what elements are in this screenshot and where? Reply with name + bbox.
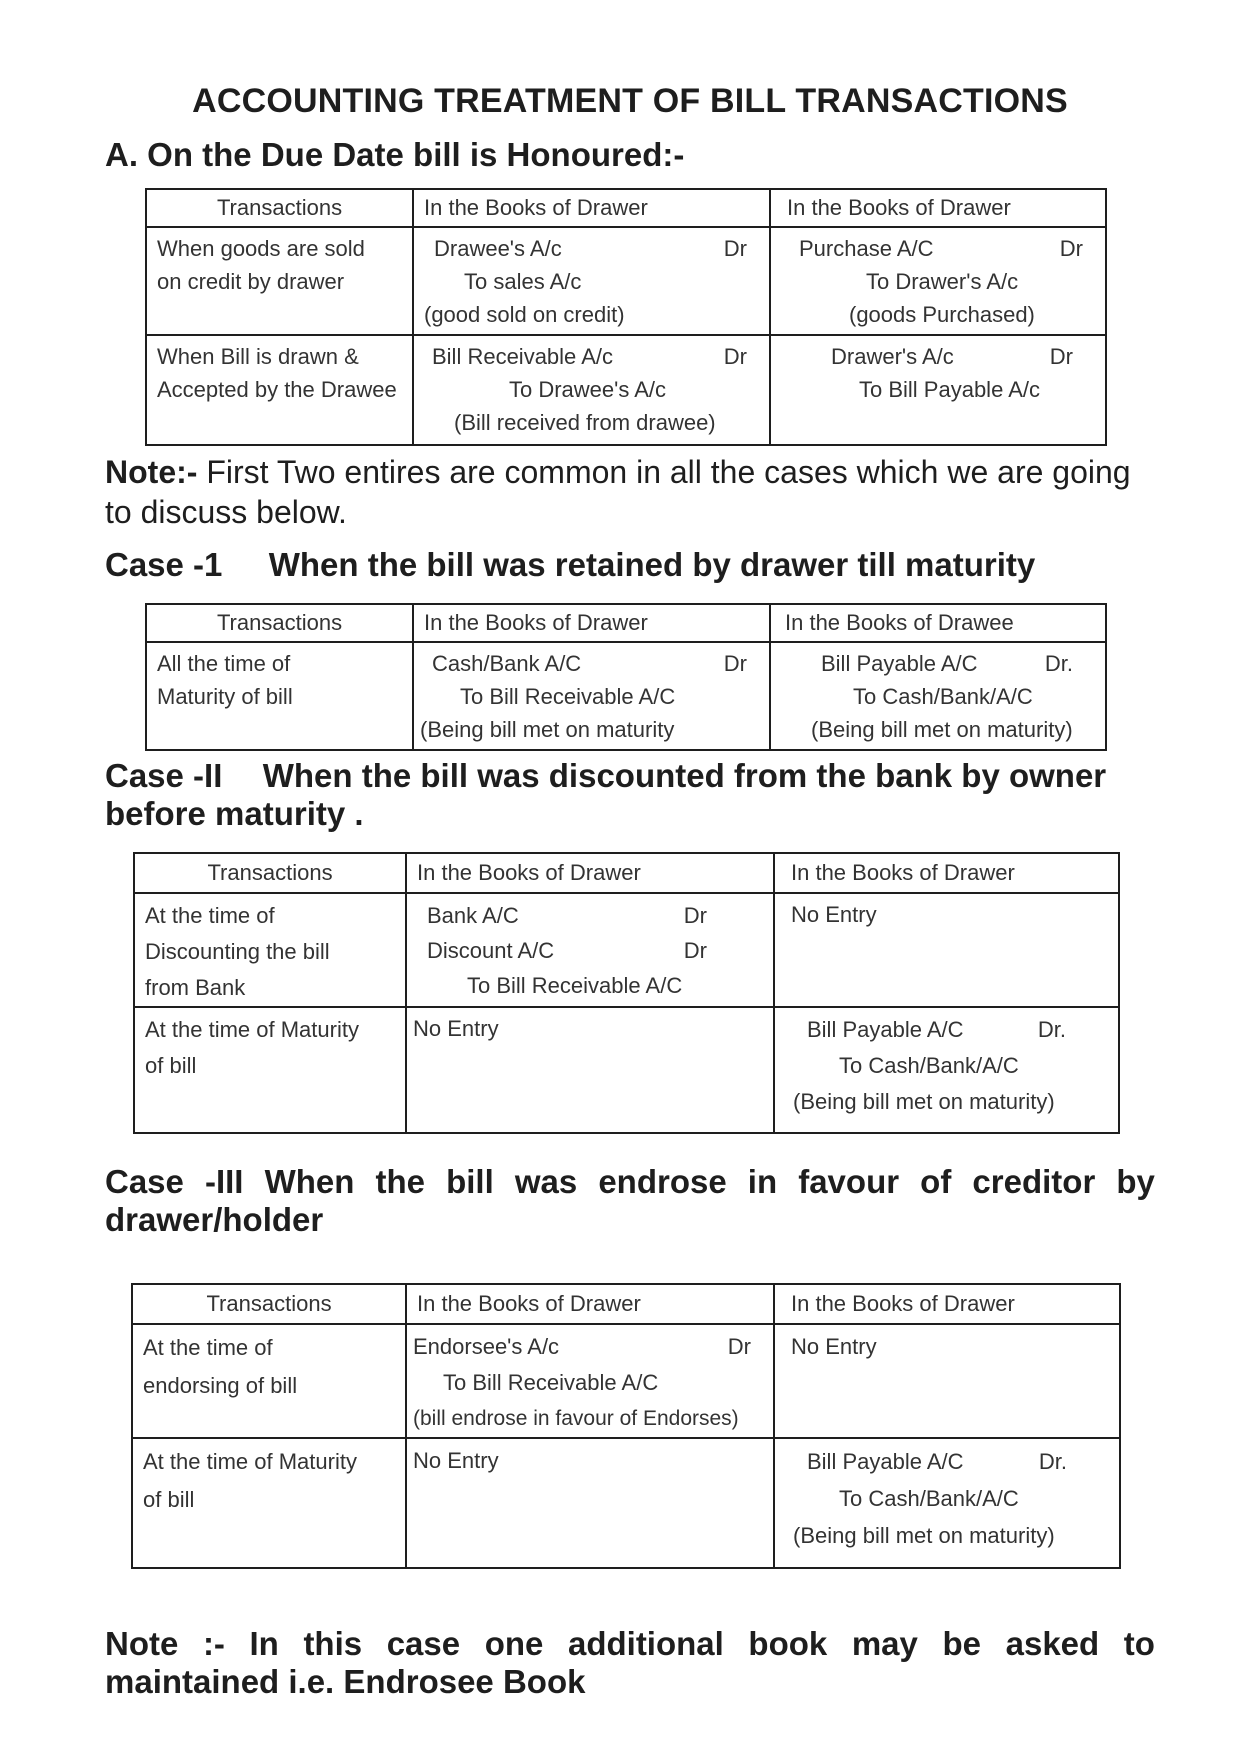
narration: (Being bill met on maturity) bbox=[811, 717, 1073, 742]
header-drawee: In the Books of Drawee bbox=[770, 604, 1106, 642]
case3-title-word: by bbox=[1116, 1163, 1155, 1200]
note2-word: In bbox=[249, 1625, 279, 1662]
note2-word: one bbox=[484, 1625, 544, 1662]
case2-title-line1: When the bill was discounted from the bank by owner bbox=[262, 757, 1107, 794]
case2-label: Case -II bbox=[105, 757, 223, 794]
case3-title-word: creditor bbox=[972, 1163, 1096, 1200]
case3-title-word: in bbox=[747, 1163, 778, 1200]
note2-line2: maintained i.e. Endrosee Book bbox=[105, 1663, 586, 1700]
header-drawer: In the Books of Drawer bbox=[413, 604, 770, 642]
header-drawer: In the Books of Drawer bbox=[406, 853, 774, 893]
case2-table bbox=[133, 852, 1120, 1134]
case3-title-word: endrose bbox=[598, 1163, 727, 1200]
note2-word: book bbox=[748, 1625, 828, 1662]
header-drawer-2: In the Books of Drawer bbox=[774, 853, 1119, 893]
header-transactions: Transactions bbox=[146, 604, 413, 642]
header-drawer: In the Books of Drawer bbox=[413, 189, 770, 227]
drawer-entry-cell bbox=[406, 893, 774, 1007]
section-a-heading: A. On the Due Date bill is Honoured:- bbox=[105, 136, 685, 173]
case1-label: Case -1 bbox=[105, 546, 223, 583]
drawer-entry-cell bbox=[406, 1438, 774, 1568]
header-transactions: Transactions bbox=[134, 853, 406, 893]
header-transactions: Transactions bbox=[146, 189, 413, 227]
debit-account: Bill Payable A/C bbox=[807, 1449, 964, 1474]
header-transactions: Transactions bbox=[132, 1284, 406, 1324]
credit-account: To Drawer's A/c bbox=[866, 269, 1019, 294]
case3-title-word: When bbox=[264, 1163, 355, 1200]
credit-account: To Bill Receivable A/C bbox=[460, 684, 676, 709]
debit-account: Drawer's A/c bbox=[831, 344, 954, 369]
drawer-entry-cell bbox=[406, 1007, 774, 1133]
transaction-cell: When goods are sold on credit by drawer bbox=[146, 227, 413, 335]
transaction-cell: At the time of endorsing of bill bbox=[132, 1324, 406, 1438]
case3-title-word: of bbox=[920, 1163, 952, 1200]
drawee-entry-cell bbox=[770, 642, 1106, 750]
debit-account: Bill Payable A/C bbox=[821, 651, 978, 676]
debit-account: Drawee's A/c bbox=[434, 236, 562, 261]
transaction-cell: At the time of Discounting the bill from Bank bbox=[134, 893, 406, 1007]
table-row bbox=[132, 1324, 1120, 1438]
note2-word: may bbox=[851, 1625, 918, 1662]
credit-account: To sales A/c bbox=[464, 269, 582, 294]
transaction-cell: All the time of Maturity of bill bbox=[146, 642, 413, 750]
note-common-entries: Note:- First Two entires are common in all the cases which we are going to discuss below. bbox=[105, 454, 1131, 530]
header-drawer-2: In the Books of Drawer bbox=[770, 189, 1106, 227]
drawer-entry-cell bbox=[413, 642, 770, 750]
drawee-entry-cell bbox=[770, 227, 1106, 335]
case3-title-word: the bbox=[375, 1163, 425, 1200]
case3-table bbox=[131, 1283, 1121, 1569]
note2-word: :- bbox=[202, 1625, 225, 1662]
debit-account: Bill Receivable A/c bbox=[432, 344, 613, 369]
table-row bbox=[134, 893, 1119, 1007]
credit-account: To Cash/Bank/A/C bbox=[853, 684, 1033, 709]
dr-label: Dr bbox=[723, 344, 747, 369]
table-header-row bbox=[146, 189, 1106, 227]
table-header-row bbox=[134, 853, 1119, 893]
credit-account: To Bill Payable A/c bbox=[859, 377, 1040, 402]
note2-line1 bbox=[105, 1625, 1155, 1663]
case2-heading bbox=[105, 757, 1165, 833]
page-title: ACCOUNTING TREATMENT OF BILL TRANSACTIONS bbox=[192, 82, 1068, 120]
note2-word: additional bbox=[567, 1625, 724, 1662]
dr-label: Dr bbox=[1059, 236, 1083, 261]
case2-title-line2: before maturity . bbox=[105, 795, 364, 832]
case3-heading bbox=[105, 1163, 1155, 1239]
narration: (Being bill met on maturity) bbox=[793, 1523, 1055, 1548]
drawee-entry-cell bbox=[774, 1324, 1120, 1438]
dr-label: Dr. bbox=[1044, 651, 1073, 676]
dr-label: Dr bbox=[683, 938, 707, 963]
case3-title-line2: drawer/holder bbox=[105, 1201, 324, 1238]
debit-account: Purchase A/C bbox=[799, 236, 934, 261]
table-header-row bbox=[132, 1284, 1120, 1324]
table-row bbox=[134, 1007, 1119, 1133]
header-drawer-2: In the Books of Drawer bbox=[774, 1284, 1120, 1324]
debit-account: Bank A/C bbox=[427, 903, 519, 928]
dr-label: Dr bbox=[727, 1334, 751, 1359]
transaction-cell: At the time of Maturity of bill bbox=[132, 1438, 406, 1568]
credit-account: To Cash/Bank/A/C bbox=[839, 1486, 1019, 1511]
note2-word: to bbox=[1123, 1625, 1155, 1662]
dr-label: Dr. bbox=[1038, 1449, 1067, 1474]
transaction-cell: When Bill is drawn & Accepted by the Drawee bbox=[146, 335, 413, 445]
credit-account: To Cash/Bank/A/C bbox=[839, 1053, 1019, 1078]
drawee-entry-cell bbox=[774, 1438, 1120, 1568]
debit-account: Endorsee's A/c bbox=[413, 1334, 560, 1359]
case3-title-word: was bbox=[514, 1163, 578, 1200]
drawer-entry-cell bbox=[406, 1324, 774, 1438]
debit-account: Cash/Bank A/C bbox=[432, 651, 582, 676]
dr-label: Dr bbox=[723, 651, 747, 676]
narration: (goods Purchased) bbox=[849, 302, 1035, 327]
no-entry: No Entry bbox=[791, 902, 877, 927]
section-a-table bbox=[145, 188, 1107, 446]
drawee-entry-cell bbox=[774, 1007, 1119, 1133]
case3-title-word: Case bbox=[105, 1163, 184, 1200]
case1-table bbox=[145, 603, 1107, 751]
narration: (bill endrose in favour of Endorses) bbox=[413, 1407, 739, 1430]
no-entry: No Entry bbox=[413, 1016, 499, 1041]
note2-word: Note bbox=[105, 1625, 179, 1662]
table-row bbox=[146, 642, 1106, 750]
debit-account: Bill Payable A/C bbox=[807, 1017, 964, 1042]
narration: (good sold on credit) bbox=[424, 302, 625, 327]
note2-word: case bbox=[386, 1625, 461, 1662]
note2-word: asked bbox=[1005, 1625, 1100, 1662]
dr-label: Dr bbox=[723, 236, 747, 261]
note2-word: this bbox=[303, 1625, 363, 1662]
header-drawer: In the Books of Drawer bbox=[406, 1284, 774, 1324]
narration: (Bill received from drawee) bbox=[454, 410, 716, 435]
credit-account: To Bill Receivable A/C bbox=[467, 973, 683, 998]
note2-word: be bbox=[942, 1625, 982, 1662]
no-entry: No Entry bbox=[413, 1448, 499, 1473]
no-entry: No Entry bbox=[791, 1334, 877, 1359]
case1-heading bbox=[105, 546, 1035, 584]
case3-title-line1 bbox=[105, 1163, 1155, 1201]
drawee-entry-cell bbox=[770, 335, 1106, 445]
case3-title-word: favour bbox=[798, 1163, 900, 1200]
dr-label: Dr bbox=[1049, 344, 1073, 369]
table-row bbox=[146, 335, 1106, 445]
table-row bbox=[146, 227, 1106, 335]
drawer-entry-cell bbox=[413, 335, 770, 445]
narration: (Being bill met on maturity) bbox=[793, 1089, 1055, 1114]
case3-title-word: -III bbox=[204, 1163, 244, 1200]
table-header-row bbox=[146, 604, 1106, 642]
case1-title: When the bill was retained by drawer till maturity bbox=[268, 546, 1036, 583]
narration: (Being bill met on maturity bbox=[420, 717, 675, 742]
table-row bbox=[132, 1438, 1120, 1568]
note-endorsee-book bbox=[105, 1625, 1155, 1701]
drawer-entry-cell bbox=[413, 227, 770, 335]
dr-label: Dr bbox=[683, 903, 707, 928]
dr-label: Dr. bbox=[1037, 1017, 1066, 1042]
debit-account: Discount A/C Dr bbox=[417, 933, 707, 968]
credit-account: To Drawee's A/c bbox=[509, 377, 667, 402]
transaction-cell: At the time of Maturity of bill bbox=[134, 1007, 406, 1133]
drawee-entry-cell bbox=[774, 893, 1119, 1007]
credit-account: To Bill Receivable A/C bbox=[443, 1370, 659, 1395]
case3-title-word: bill bbox=[446, 1163, 494, 1200]
